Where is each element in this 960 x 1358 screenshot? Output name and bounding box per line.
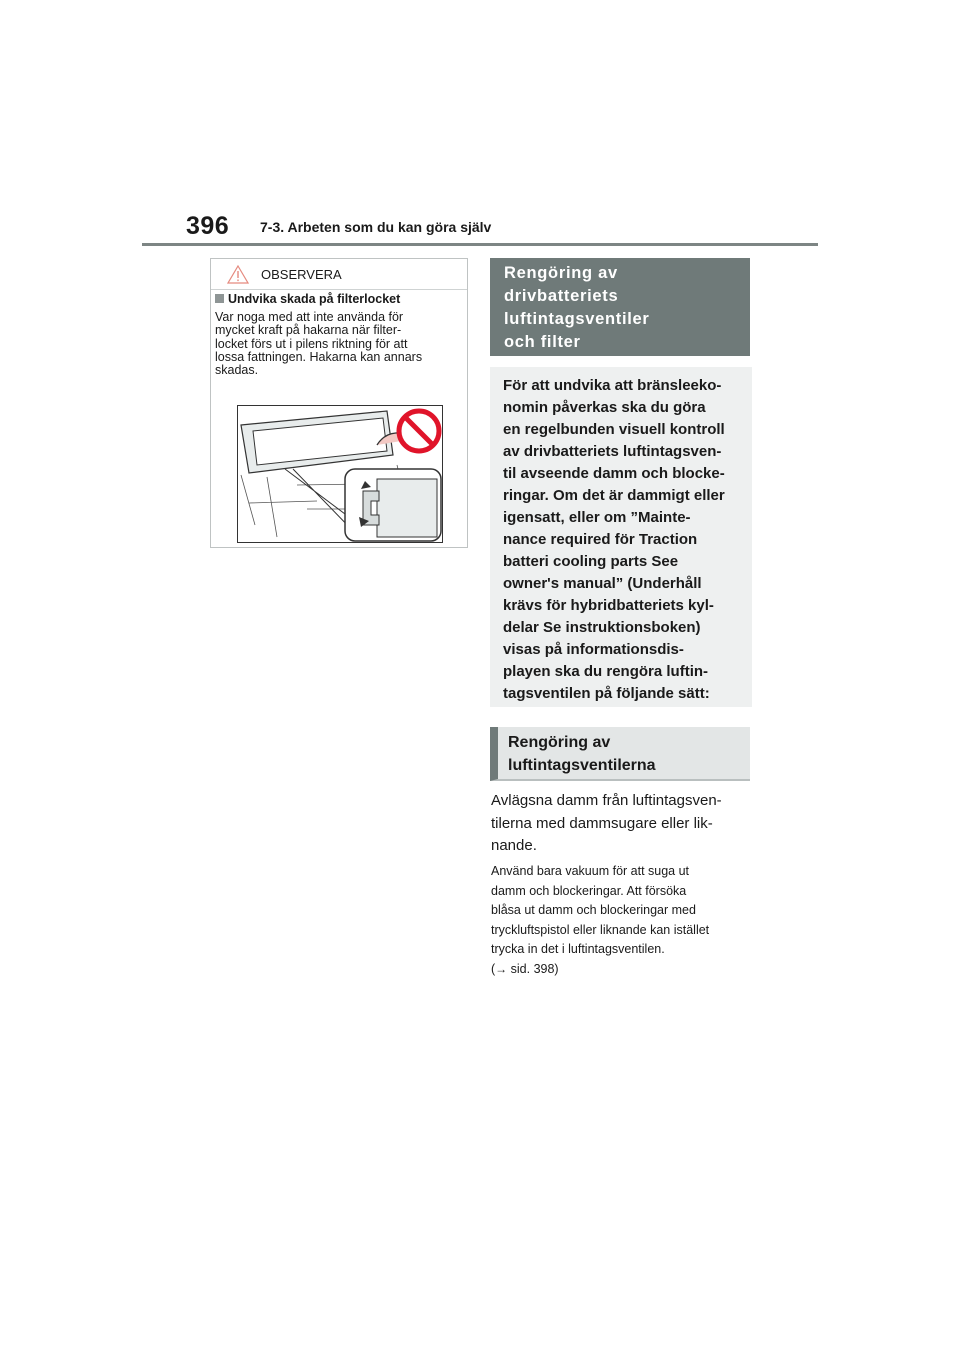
- subsection-heading-vents: Rengöring av luftintagsventilerna: [490, 727, 750, 781]
- body-paragraph: Avlägsna damm från luftintagsven- tilerna med dammsugare eller lik- nande.: [491, 792, 722, 854]
- caution-header: [211, 259, 467, 290]
- section-heading-cleaning: Rengöring av drivbatteriets luftintagsventiler och filter: [490, 258, 750, 356]
- filter-cover-illustration: [237, 405, 443, 543]
- caution-subheading: Undvika skada på filterlocket: [215, 292, 400, 306]
- intro-box: För att undvika att bränsleeko- nomin påverkas ska du göra en regelbunden visuell kontroll av drivbatteriets luftintagsven- til avseende damm och blocke- ringar. Om det är dammigt eller igensatt, eller om ”Mainte- nance required för Traction batteri cooling parts See owner's manual” (Underhåll krävs för hybridbatteriets kyl- delar Se instruktionsboken) visas på informationsdis- playen ska du rengöra luftin- tagsventilen på följande sätt:: [490, 367, 752, 707]
- page-reference[interactable]: (→ sid. 398): [491, 961, 559, 976]
- note-paragraph: Använd bara vakuum för att suga ut damm och blockeringar. Att försöka blåsa ut damm och blockeringar med tryckluftspistol eller liknande kan istället trycka in det i luftintagsventilen. (→ sid. 398): [491, 862, 749, 980]
- page-number: 396: [186, 212, 230, 240]
- bullet-square-icon: [215, 294, 224, 303]
- section-title: 7-3. Arbeten som du kan göra själv: [260, 219, 492, 235]
- warning-triangle-icon: [227, 265, 249, 284]
- arrow-right-icon: →: [495, 961, 508, 976]
- header-rule: [142, 243, 818, 246]
- caution-box: [210, 258, 468, 548]
- caution-label: OBSERVERA: [261, 267, 342, 282]
- caution-text: Var noga med att inte använda för mycket kraft på hakarna när filter- locket förs ut i pilens riktning för att lossa fattningen. Hakarna kan annars skadas.: [215, 310, 423, 378]
